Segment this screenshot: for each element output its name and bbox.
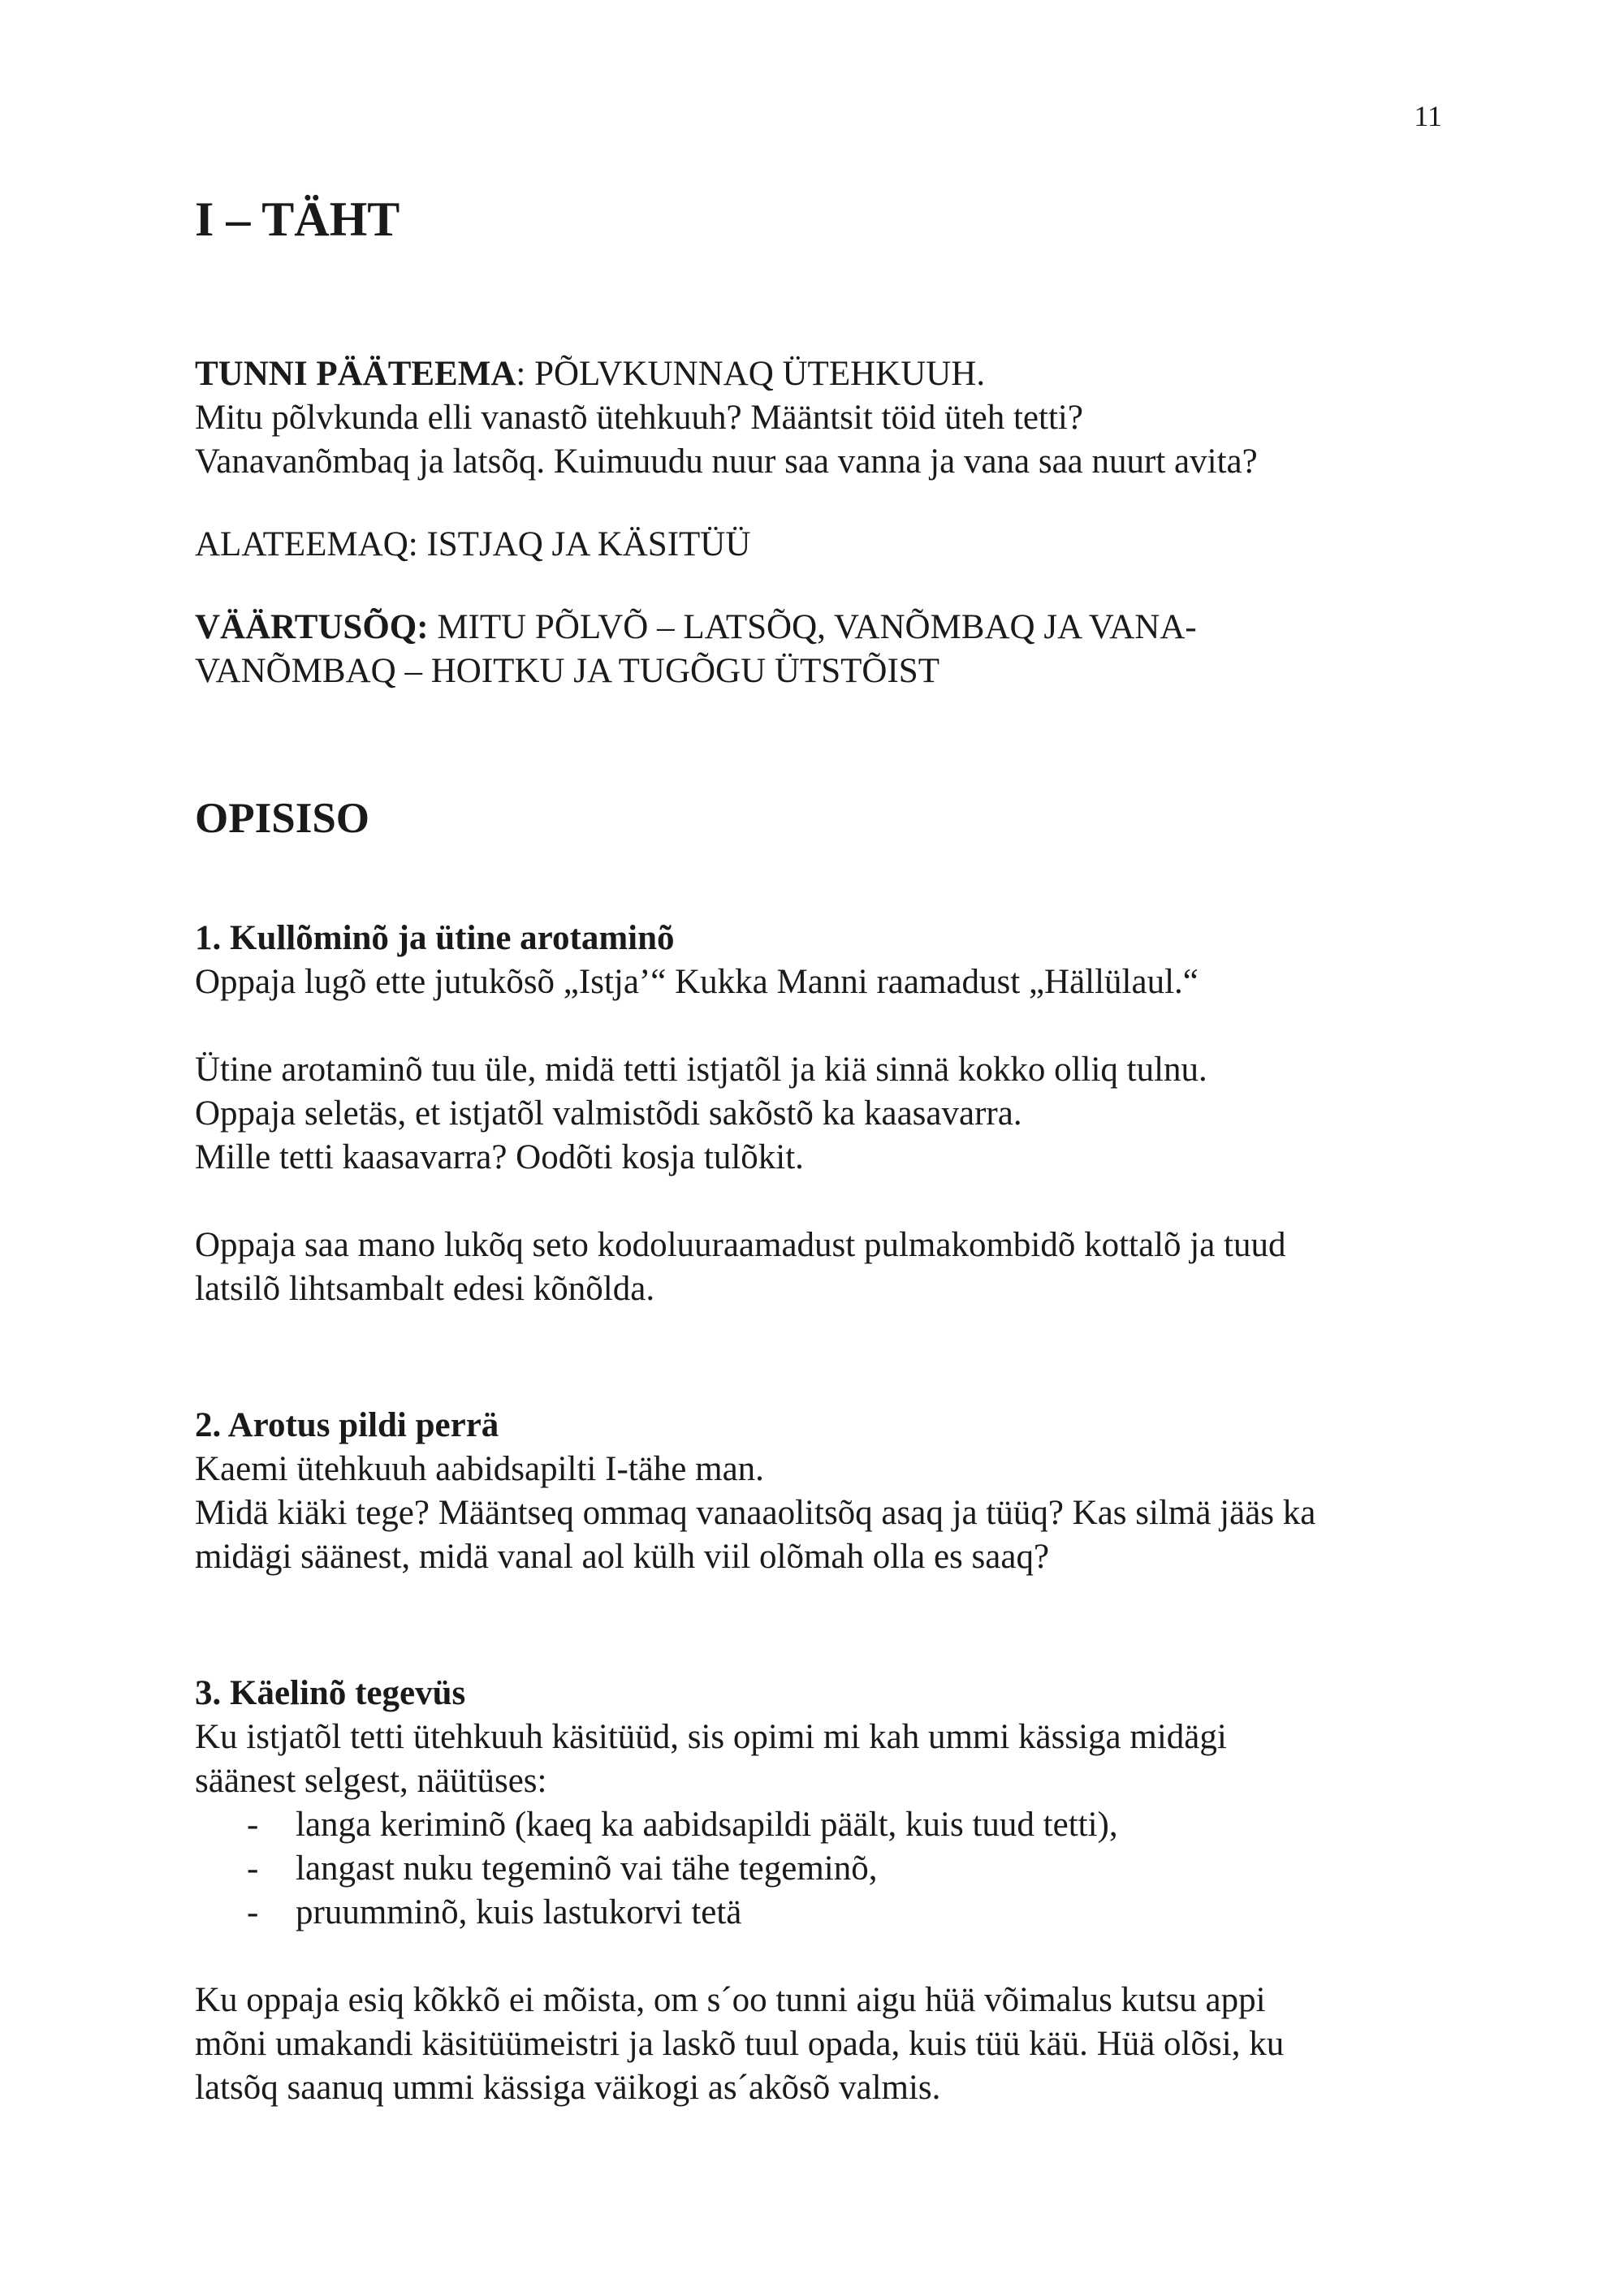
- step-heading: 3. Käelinõ tegevüs: [195, 1674, 466, 1712]
- page-number: 11: [1414, 100, 1442, 132]
- step-3: [195, 1672, 1462, 2110]
- main-topic-label: TUNNI PÄÄTEEMA: [195, 355, 516, 393]
- paragraph-line: Oppaja saa mano lukõq seto kodoluuraamadust pulmakombidõ kottalõ ja tuud: [195, 1226, 1286, 1264]
- main-topic-value: PÕLVKUNNAQ ÜTEHKUUH.: [534, 355, 986, 393]
- paragraph-line: Kaemi ütehkuuh aabidsapilti I-tähe man.: [195, 1450, 764, 1488]
- main-topic-separator: :: [516, 355, 535, 393]
- main-topic-question: Vanavanõmbaq ja latsõq. Kuimuudu nuur saa vanna ja vana saa nuurt avita?: [195, 442, 1258, 481]
- paragraph-line: mõni umakandi käsitüümeistri ja laskõ tuul opada, kuis tüü käü. Hüä olõsi, ku: [195, 2025, 1285, 2063]
- values-label: VÄÄRTUSÕQ:: [195, 608, 429, 646]
- paragraph-line: latsõq saanuq ummi kässiga väikogi as´akõsõ valmis.: [195, 2069, 941, 2107]
- main-topic-question: Mitu põlvkunda elli vanastõ ütehkuuh? Määntsit töid üteh tetti?: [195, 399, 1083, 437]
- list-item: - langast nuku tegeminõ vai tähe tegeminõ,: [195, 1847, 1462, 1891]
- main-topic: [195, 352, 1462, 484]
- list-item: - pruumminõ, kuis lastukorvi tetä: [195, 1891, 1462, 1935]
- values-text: MITU PÕLVÕ – LATSÕQ, VANÕMBAQ JA VANA-: [428, 608, 1197, 646]
- paragraph-line: midägi säänest, midä vanal aol külh viil olõmah olla es saaq?: [195, 1538, 1050, 1576]
- paragraph: [195, 1224, 1462, 1311]
- paragraph-line: Mille tetti kaasavarra? Oodõti kosja tulõkit.: [195, 1138, 804, 1176]
- values-line: [195, 606, 1462, 650]
- paragraph: [195, 1979, 1462, 2110]
- paragraph-line: säänest selgest, näütüses:: [195, 1762, 547, 1800]
- paragraph: [195, 1048, 1462, 1180]
- activity-list: [195, 1803, 1462, 1935]
- step-1: [195, 917, 1462, 1311]
- document-body: [195, 192, 1462, 2110]
- values: [195, 606, 1462, 693]
- paragraph-line: Ütine arotaminõ tuu üle, midä tetti istjatõl ja kiä sinnä kokko olliq tulnu.: [195, 1051, 1207, 1089]
- paragraph-line: Midä kiäki tege? Määntseq ommaq vanaaolitsõq asaq ja tüüq? Kas silmä jääs ka: [195, 1494, 1316, 1532]
- paragraph-line: Oppaja seletäs, et istjatõl valmistõdi sakõstõ ka kaasavarra.: [195, 1094, 1022, 1133]
- step-2: [195, 1404, 1462, 1579]
- paragraph-line: latsilõ lihtsambalt edesi kõnõlda.: [195, 1270, 655, 1308]
- step-heading: 2. Arotus pildi perrä: [195, 1406, 499, 1444]
- subtopics: ALATEEMAQ: ISTJAQ JA KÄSITÜÜ: [195, 525, 751, 563]
- paragraph-line: Ku oppaja esiq kõkkõ ei mõista, om s´oo tunni aigu hüä võimalus kutsu appi: [195, 1981, 1266, 2019]
- list-item: - langa keriminõ (kaeq ka aabidsapildi päält, kuis tuud tetti),: [195, 1803, 1462, 1847]
- step-heading: 1. Kullõminõ ja ütine arotaminõ: [195, 919, 675, 957]
- paragraph-line: Ku istjatõl tetti ütehkuuh käsitüüd, sis opimi mi kah ummi kässiga midägi: [195, 1718, 1227, 1756]
- paragraph-line: Oppaja lugõ ette jutukõsõ „Istja’“ Kukka Manni raamadust „Hällülaul.“: [195, 963, 1199, 1001]
- section-title: OPISISO: [195, 795, 370, 842]
- values-line: VANÕMBAQ – HOITKU JA TUGÕGU ÜTSTÕIST: [195, 652, 939, 690]
- main-topic-line: [195, 352, 1462, 396]
- page-title: I – TÄHT: [195, 192, 400, 246]
